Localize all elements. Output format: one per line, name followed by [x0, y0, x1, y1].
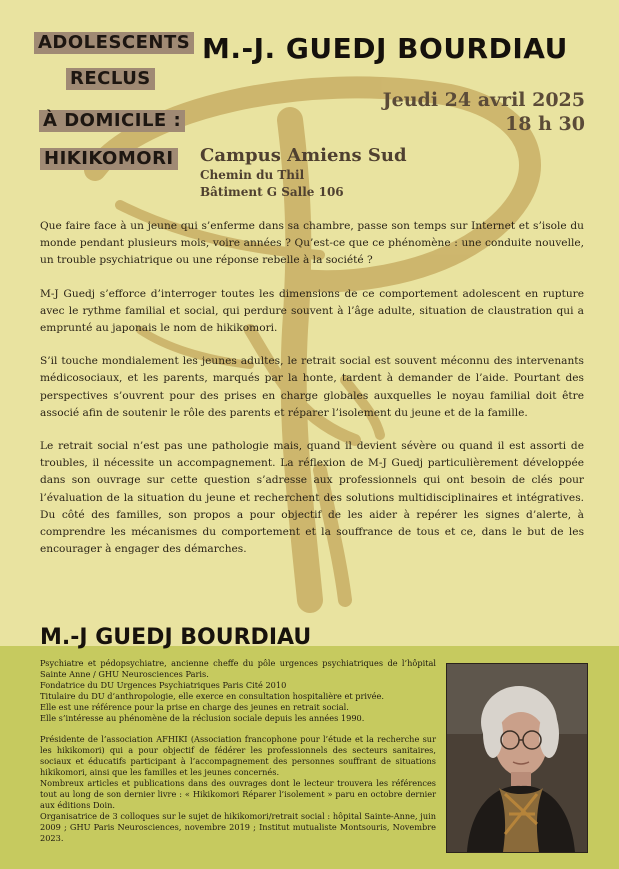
bio-line: Présidente de l’association AFHIKI (Association francophone pour l’étude et la recherche sur les hikikomori) qui a pour objectif de fédérer les professionnels des secteurs sanitaires, sociaux et éducatifs participant à l’accompagnement des personnes souffrant de situations hikikomori, ainsi que les familles et les jeunes concernés.: [40, 734, 436, 777]
paragraph: S’il touche mondialement les jeunes adultes, le retrait social est souvent méconnu des intervenants médicosociaux, et les parents, marqués par la honte, tardent à demander de l’aide. Pourtant des perspectives s’ouvrent pour des prises en charge globales auxquelles le noyau familial doit être associé afin de soutenir le rôle des parents et réparer l’isolement du jeune et de la famille.: [40, 355, 584, 419]
paragraph: Que faire face à un jeune qui s’enferme dans sa chambre, passe son temps sur Internet et s’isole du monde pendant plusieurs mois, voire années ? Qu’est-ce que ce phénomène : une conduite nouvelle, un trouble psychiatrique ou une réponse rebelle à la société ?: [40, 220, 584, 267]
tag-adolescents: ADOLESCENTS: [34, 32, 194, 54]
paragraph: M-J Guedj s’efforce d’interroger toutes les dimensions de ce comportement adolescent en rupture avec le rythme familial et social, qui perdure souvent à l’âge adulte, situation de claustration qui a emprunté au japonais le nom de hikikomori.: [40, 287, 584, 335]
event-date: Jeudi 24 avril 2025: [382, 89, 585, 111]
bio-line: Titulaire du DU d’anthropologie, elle exerce en consultation hospitalière et privée.: [40, 691, 384, 701]
speaker-photo: [446, 663, 588, 853]
bio-line: Fondatrice du DU Urgences Psychiatriques Paris Cité 2010: [40, 680, 287, 690]
bio-line: Elle s’intéresse au phénomène de la réclusion sociale depuis les années 1990.: [40, 713, 365, 723]
tag-reclus: RECLUS: [66, 68, 155, 90]
portrait-illustration: [447, 664, 587, 852]
bio-line: Psychiatre et pédopsychiatre, ancienne cheffe du pôle urgences psychiatriques de l’hôpital Sainte Anne / GHU Neurosciences Paris.: [40, 658, 436, 679]
speaker-title: M.-J. GUEDJ BOURDIAU: [202, 32, 568, 65]
tag-hikikomori: HIKIKOMORI: [40, 148, 178, 170]
venue-room: Bâtiment G Salle 106: [200, 185, 344, 199]
bio-title: M.-J GUEDJ BOURDIAU: [40, 625, 312, 650]
event-time: 18 h 30: [505, 113, 585, 135]
bio-line: Elle est une référence pour la prise en charge des jeunes en retrait social.: [40, 702, 349, 712]
bio-text: [40, 658, 436, 844]
main-description: [40, 218, 584, 574]
bio-line: Nombreux articles et publications dans des ouvrages dont le lecteur trouvera les références tout au long de son dernier livre : « Hikikomori Réparer l’isolement » paru en octobre dernier aux éditions Doin.: [40, 778, 436, 810]
venue-campus: Campus Amiens Sud: [200, 145, 407, 166]
tag-a-domicile: À DOMICILE :: [39, 110, 185, 132]
event-datetime: [383, 88, 585, 136]
venue-street: Chemin du Thil: [200, 168, 305, 182]
bio-line: Organisatrice de 3 colloques sur le sujet de hikikomori/retrait social : hôpital Sainte-Anne, juin 2009 ; GHU Paris Neurosciences, novembre 2019 ; Institut mutualiste Montsouris, Novembre 2023.: [40, 811, 436, 843]
paragraph: Le retrait social n’est pas une pathologie mais, quand il devient sévère ou quand il est assorti de troubles, il nécessite un accompagnement. La réflexion de M-J Guedj particulièrement développée dans son ouvrage sur cette question s’adresse aux professionnels qui ont besoin de clés pour l’évaluation de la situation du jeune et recherchent des solutions multidisciplinaires et intégratives. Du côté des familles, son propos a pour objectif de les aider à repérer les signes d’alerte, à comprendre les mécanismes du comportement et la souffrance de tous et ce, dans le but de les encourager à engager des démarches.: [40, 440, 584, 556]
venue-block: [200, 145, 407, 201]
